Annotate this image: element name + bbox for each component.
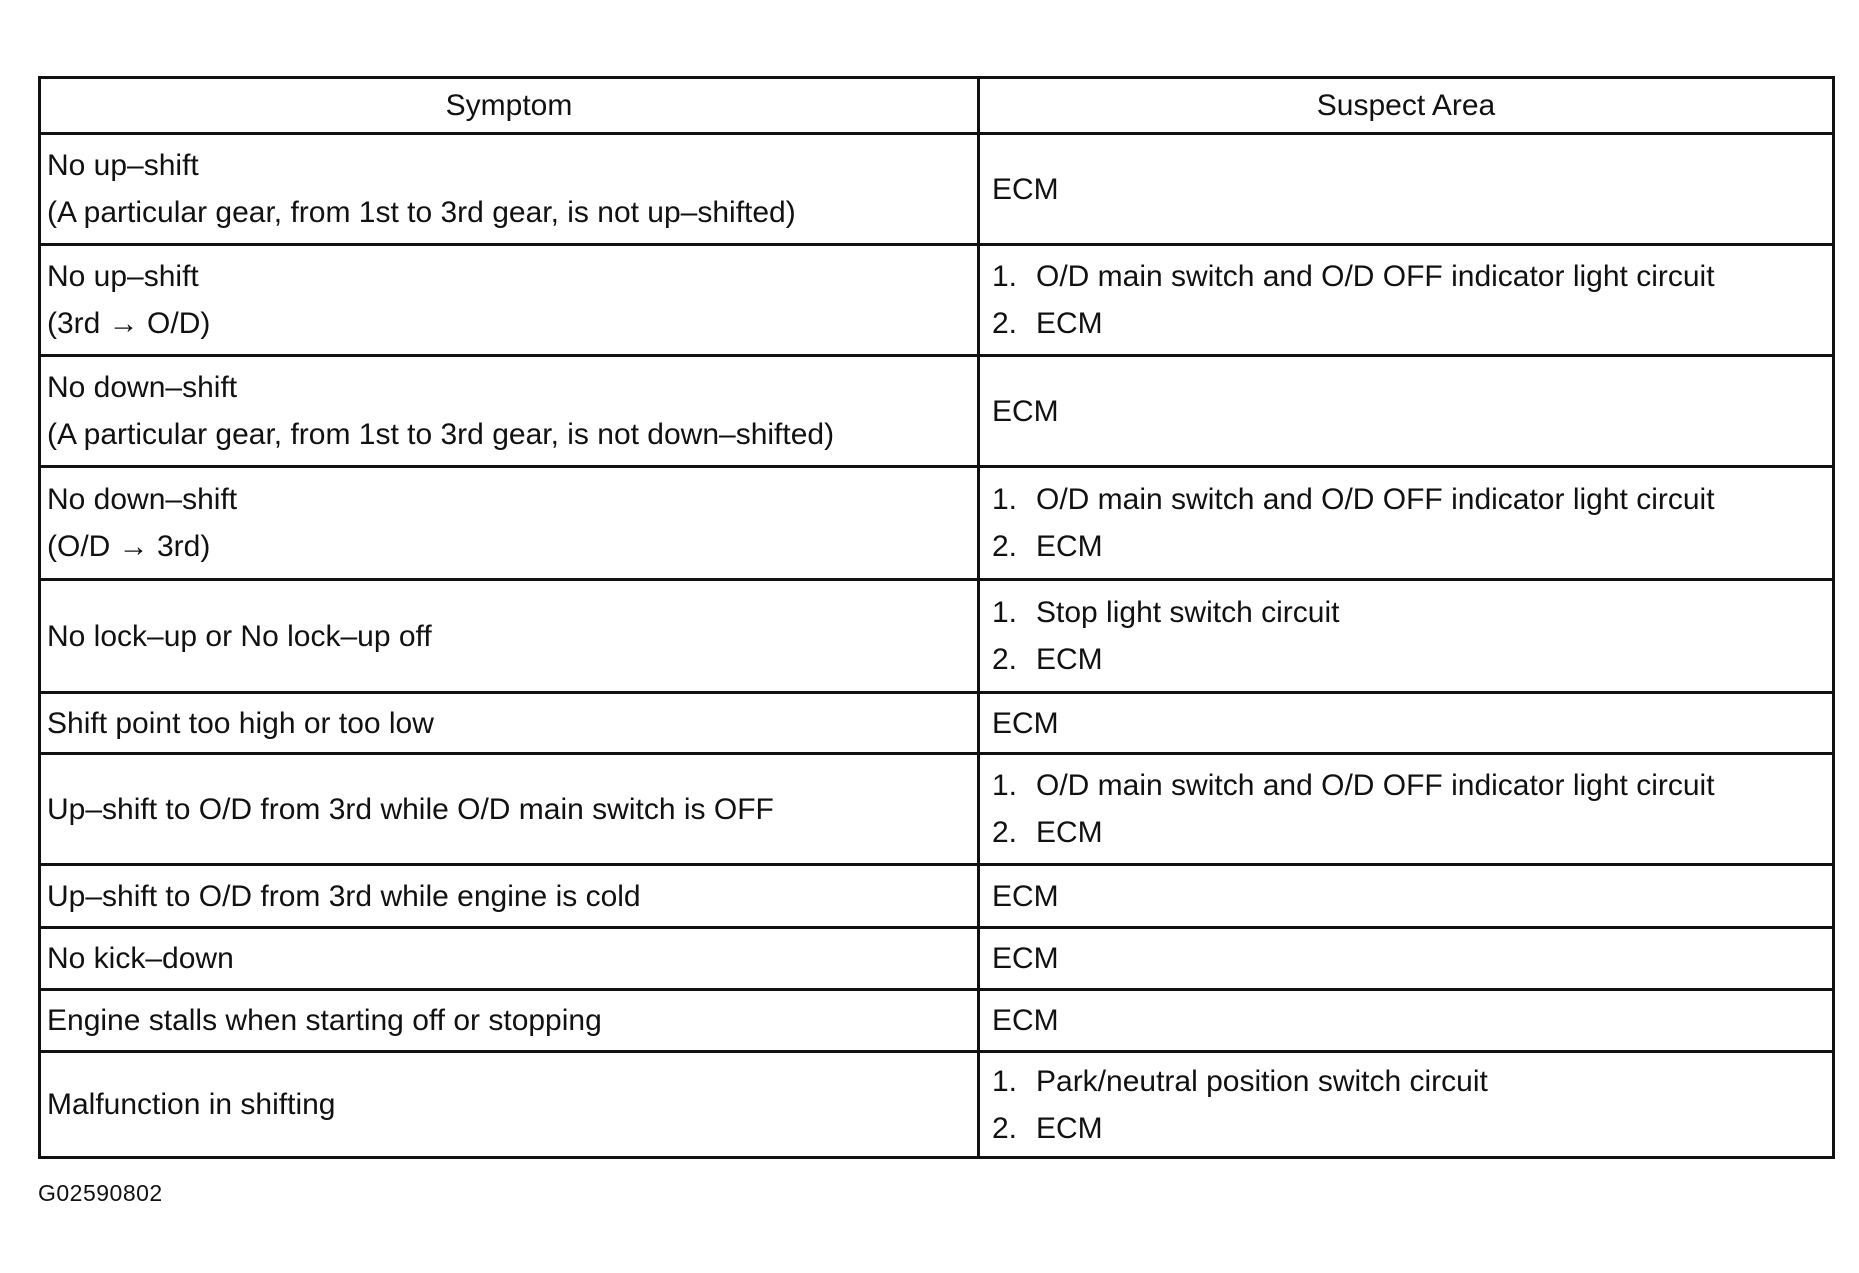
suspect-line: ECM: [992, 172, 1059, 206]
symptom-line: (3rd → O/D): [47, 307, 211, 340]
suspect-cell: [979, 1052, 1834, 1158]
symptom-cell: [40, 356, 979, 467]
item-number: 2.: [992, 643, 1018, 676]
suspect-cell: [979, 865, 1834, 928]
symptom-cell: [40, 990, 979, 1052]
suspect-cell: [979, 754, 1834, 865]
symptom-cell: [40, 754, 979, 865]
symptom-cell: [40, 134, 979, 245]
suspect-cell: [979, 134, 1834, 245]
table-row: [40, 990, 1834, 1052]
item-text: ECM: [1036, 530, 1103, 563]
suspect-item: [992, 300, 1832, 347]
suspect-item: [992, 762, 1832, 809]
symptom-cell: [40, 928, 979, 990]
table-row: [40, 754, 1834, 865]
symptom-line: (A particular gear, from 1st to 3rd gear, is not up–shifted): [47, 196, 796, 229]
item-text: Park/neutral position switch circuit: [1036, 1064, 1488, 1098]
item-number: 1.: [992, 260, 1018, 293]
symptom-cell: [40, 467, 979, 580]
symptom-cell: [40, 1052, 979, 1158]
suspect-item: [992, 1105, 1832, 1152]
suspect-line: ECM: [992, 942, 1059, 975]
suspect-item: [992, 636, 1832, 683]
item-number: 2.: [992, 307, 1018, 340]
item-number: 1.: [992, 769, 1018, 802]
item-number: 2.: [992, 1111, 1018, 1145]
header-suspect-area: Suspect Area: [979, 78, 1834, 134]
item-text: ECM: [1036, 307, 1103, 340]
symptom-line: No down–shift: [47, 371, 238, 404]
suspect-line: ECM: [992, 879, 1059, 913]
symptom-line: Malfunction in shifting: [47, 1088, 336, 1121]
table-row: [40, 134, 1834, 245]
symptom-line: Up–shift to O/D from 3rd while engine is cold: [47, 879, 641, 913]
header-symptom: Symptom: [40, 78, 979, 134]
table-header-row: [40, 78, 1834, 134]
item-text: ECM: [1036, 816, 1103, 849]
symptom-line: Up–shift to O/D from 3rd while O/D main switch is OFF: [47, 792, 774, 826]
item-number: 2.: [992, 816, 1018, 849]
symptom-line: No down–shift: [47, 483, 238, 516]
suspect-cell: [979, 356, 1834, 467]
suspect-item: [992, 809, 1832, 856]
suspect-cell: [979, 245, 1834, 356]
suspect-cell: [979, 580, 1834, 693]
table-row: [40, 865, 1834, 928]
figure-code: G02590802: [38, 1180, 163, 1206]
suspect-item: [992, 589, 1832, 636]
table-row: [40, 1052, 1834, 1158]
symptom-line: Shift point too high or too low: [47, 706, 434, 740]
symptom-cell: [40, 580, 979, 693]
suspect-item: [992, 253, 1832, 300]
item-text: ECM: [1036, 643, 1103, 676]
symptom-line: No up–shift: [47, 149, 199, 182]
suspect-item: [992, 523, 1832, 570]
symptom-line: No up–shift: [47, 260, 199, 293]
suspect-cell: [979, 693, 1834, 754]
table-row: [40, 467, 1834, 580]
symptom-cell: [40, 245, 979, 356]
item-text: O/D main switch and O/D OFF indicator light circuit: [1036, 769, 1715, 802]
item-number: 2.: [992, 530, 1018, 563]
symptom-line: (A particular gear, from 1st to 3rd gear, is not down–shifted): [47, 418, 835, 451]
suspect-item: [992, 1058, 1832, 1105]
symptom-line: No lock–up or No lock–up off: [47, 619, 432, 653]
table-row: [40, 580, 1834, 693]
symptom-line: Engine stalls when starting off or stopping: [47, 1004, 602, 1037]
symptom-cell: [40, 693, 979, 754]
suspect-item: [992, 476, 1832, 523]
item-text: Stop light switch circuit: [1036, 596, 1340, 629]
item-number: 1.: [992, 596, 1018, 629]
item-number: 1.: [992, 483, 1018, 516]
table-row: [40, 928, 1834, 990]
table-row: [40, 356, 1834, 467]
suspect-cell: [979, 928, 1834, 990]
symptom-line: (O/D → 3rd): [47, 530, 211, 563]
suspect-cell: [979, 990, 1834, 1052]
diagnosis-table-container: [38, 76, 1832, 1159]
table-row: [40, 693, 1834, 754]
item-number: 1.: [992, 1064, 1018, 1098]
suspect-cell: [979, 467, 1834, 580]
symptom-line: No kick–down: [47, 942, 234, 975]
symptom-table: [38, 76, 1835, 1159]
suspect-line: ECM: [992, 706, 1059, 740]
item-text: ECM: [1036, 1111, 1103, 1145]
item-text: O/D main switch and O/D OFF indicator light circuit: [1036, 483, 1715, 516]
table-row: [40, 245, 1834, 356]
suspect-line: ECM: [992, 1004, 1059, 1037]
suspect-line: ECM: [992, 394, 1059, 428]
symptom-cell: [40, 865, 979, 928]
item-text: O/D main switch and O/D OFF indicator light circuit: [1036, 260, 1715, 293]
